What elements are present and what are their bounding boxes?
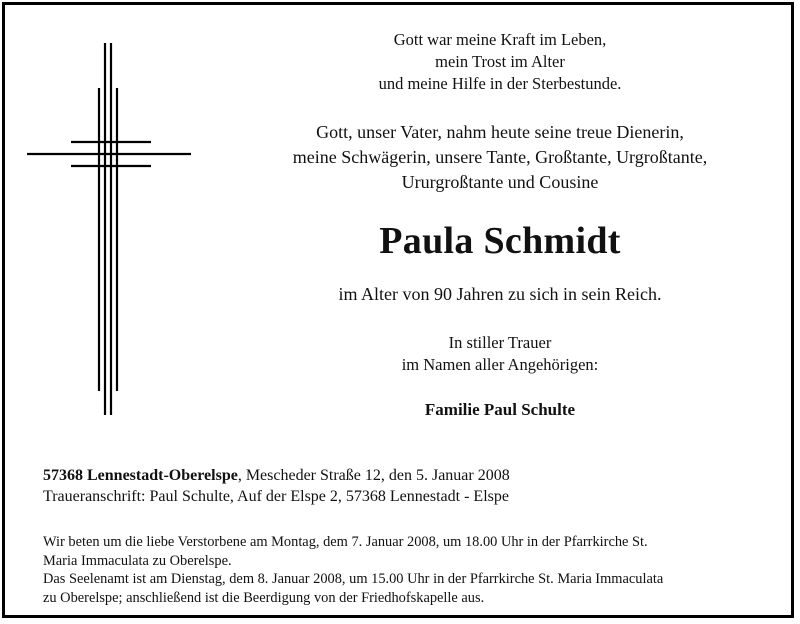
family-signature: Familie Paul Schulte bbox=[424, 400, 576, 419]
mourning-block bbox=[210, 332, 790, 376]
info-line: Das Seelenamt ist am Dienstag, dem 8. Januar 2008, um 15.00 Uhr in der Pfarrkirche St. Maria Immaculata bbox=[43, 571, 664, 587]
announcement-line: meine Schwägerin, unsere Tante, Großtante, Urgroßtante, bbox=[292, 147, 708, 167]
cross-icon bbox=[27, 43, 195, 419]
place-date-line bbox=[43, 465, 783, 486]
obituary-notice bbox=[2, 2, 794, 618]
announcement-line: Gott, unser Vater, nahm heute seine treue Dienerin, bbox=[316, 122, 684, 142]
service-info bbox=[43, 533, 783, 607]
info-line: Maria Immaculata zu Oberelspe. bbox=[43, 552, 232, 569]
info-line: Wir beten um die liebe Verstorbene am Montag, dem 7. Januar 2008, um 18.00 Uhr in der Pfarrkirche St. bbox=[43, 534, 648, 550]
mourning-address: Traueranschrift: Paul Schulte, Auf der Elspe 2, 57368 Lennestadt - Elspe bbox=[43, 488, 509, 505]
verse-line: mein Trost im Alter bbox=[435, 52, 565, 71]
age-line: im Alter von 90 Jahren zu sich in sein Reich. bbox=[338, 284, 662, 304]
info-line: zu Oberelspe; anschließend ist die Beerdigung von der Friedhofskapelle aus. bbox=[43, 589, 485, 606]
address-block bbox=[43, 465, 783, 507]
death-announcement bbox=[210, 120, 790, 195]
bible-verse bbox=[210, 29, 790, 95]
mourning-line: im Namen aller Angehörigen: bbox=[401, 355, 599, 374]
mourning-line: In stiller Trauer bbox=[448, 333, 552, 352]
verse-line: und meine Hilfe in der Sterbestunde. bbox=[378, 74, 622, 93]
verse-line: Gott war meine Kraft im Leben, bbox=[393, 30, 607, 49]
announcement-line: Ururgroßtante und Cousine bbox=[401, 172, 599, 192]
deceased-name: Paula Schmidt bbox=[379, 220, 621, 262]
street-date: , Mescheder Straße 12, den 5. Januar 2008 bbox=[237, 467, 510, 484]
place-name: 57368 Lennestadt-Oberelspe bbox=[43, 467, 238, 484]
